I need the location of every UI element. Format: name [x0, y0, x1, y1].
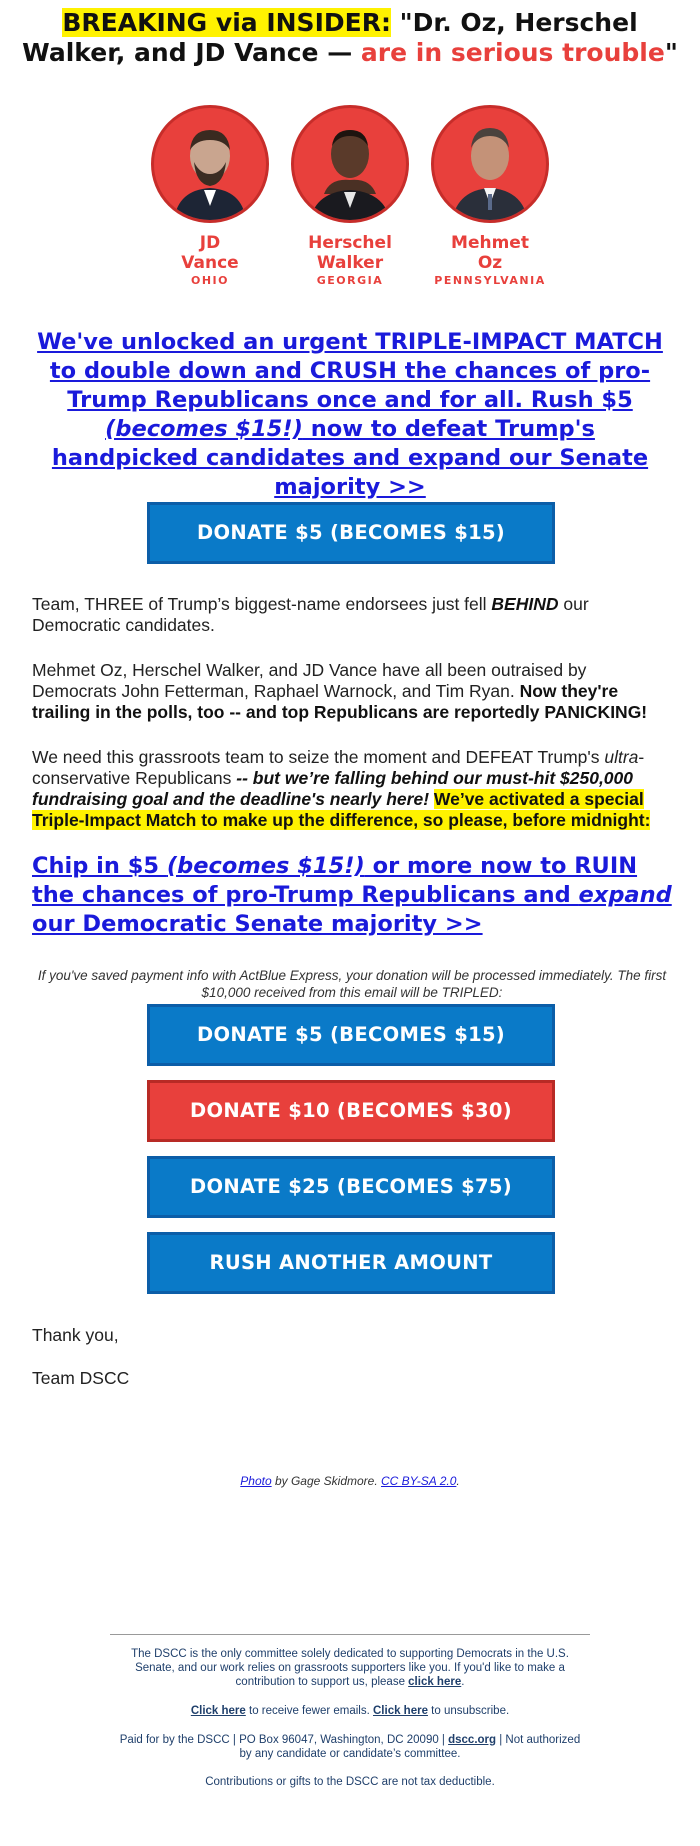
- footer-about: [115, 1647, 585, 1689]
- link-text-end: now to defeat Trump's handpicked candidates and expand our Senate majority >>: [51, 416, 649, 500]
- para-text: We need this grassroots team to seize the moment and DEFEAT Trump's: [32, 747, 605, 767]
- chip-text-mid: or more now to RUIN the chances of pro-Trump Republicans and: [32, 853, 638, 908]
- para-text-mid: -conservative Republicans: [32, 747, 645, 788]
- candidate-first-name: JD: [199, 233, 221, 253]
- license-link[interactable]: CC BY-SA 2.0: [381, 1474, 457, 1488]
- candidate-oz: [425, 105, 555, 287]
- signoff-team: Team DSCC: [32, 1368, 130, 1388]
- candidate-state: PENNSYLVANIA: [434, 274, 546, 287]
- actblue-express-note: If you've saved payment info with ActBlue Express, your donation will be processed immediately. The first $10,000 received from this email will be TRIPLED:: [37, 968, 667, 1000]
- chip-text: Chip in $5: [32, 853, 167, 879]
- link-becomes: (becomes $15!): [105, 416, 303, 442]
- para-text-end: our Democratic candidates.: [32, 594, 589, 635]
- candidate-last-name: Oz: [477, 253, 503, 273]
- paragraph-outraised: [32, 660, 672, 723]
- para-bold: Now they're trailing in the polls, too -- and top Republicans are reportedly PANICKING!: [32, 681, 648, 722]
- triple-match-link[interactable]: [30, 328, 670, 502]
- signoff-thanks: Thank you,: [32, 1325, 119, 1345]
- donate-5-button[interactable]: DONATE $5 (BECOMES $15): [147, 1004, 555, 1066]
- para-ultra: ultra: [604, 747, 639, 767]
- candidate-first-name: Herschel: [308, 233, 392, 253]
- para-bold-italic: -- but we’re falling behind our must-hit $250,000 fundraising goal and the deadline's nearly here!: [32, 768, 634, 809]
- rush-another-amount-button[interactable]: RUSH ANOTHER AMOUNT: [147, 1232, 555, 1294]
- dscc-site-link[interactable]: dscc.org: [448, 1734, 497, 1746]
- candidate-state: OHIO: [190, 274, 229, 287]
- portrait-vance-icon: [151, 105, 269, 223]
- candidate-vance: [145, 105, 275, 287]
- headline-trouble: are in serious trouble: [360, 38, 665, 67]
- footer-divider: [110, 1634, 590, 1635]
- headline-quote: "Dr. Oz, Herschel Walker, and JD Vance —: [22, 8, 638, 67]
- credit-author: by Gage Skidmore.: [271, 1474, 382, 1488]
- footer-about-end: .: [461, 1676, 465, 1688]
- fewer-emails-text: to receive fewer emails.: [245, 1705, 373, 1717]
- photo-link[interactable]: Photo: [240, 1474, 272, 1488]
- chip-in-link[interactable]: [32, 852, 672, 939]
- candidate-last-name: Walker: [316, 253, 384, 273]
- paragraph-grassroots: [32, 747, 672, 831]
- chip-expand: expand: [578, 882, 672, 908]
- candidate-last-name: Vance: [181, 253, 239, 273]
- portrait-walker-icon: [291, 105, 409, 223]
- para-text: Team, THREE of Trump’s biggest-name endorsees just fell: [32, 594, 492, 614]
- headline-breaking: BREAKING via INSIDER:: [62, 8, 391, 37]
- candidate-walker: [285, 105, 415, 287]
- donate-25-button[interactable]: DONATE $25 (BECOMES $75): [147, 1156, 555, 1218]
- chip-text-end: our Democratic Senate majority >>: [32, 911, 483, 937]
- para-text: Mehmet Oz, Herschel Walker, and JD Vance have all been outraised by Democrats John Fetterman, Raphael Warnock, and Tim Ryan.: [32, 660, 587, 701]
- paid-for-end: | Not authorized by any candidate or candidate’s committee.: [239, 1734, 581, 1760]
- footer-paid-for: [115, 1733, 585, 1761]
- paragraph-endorsees: [32, 594, 672, 636]
- candidate-first-name: Mehmet: [451, 233, 529, 253]
- fewer-emails-link[interactable]: Click here: [190, 1705, 246, 1717]
- headline-close-quote: ": [664, 38, 678, 67]
- unsubscribe-text: to unsubscribe.: [427, 1705, 510, 1717]
- paid-for-text: Paid for by the DSCC | PO Box 96047, Washington, DC 20090 |: [119, 1734, 449, 1746]
- candidate-state: GEORGIA: [316, 274, 384, 287]
- para-behind: BEHIND: [491, 594, 559, 614]
- credit-end: .: [456, 1474, 460, 1488]
- portrait-oz-icon: [431, 105, 549, 223]
- link-text: We've unlocked an urgent TRIPLE-IMPACT MATCH to double down and CRUSH the chances of pro-Trump Republicans once and for all. Rush $5: [37, 329, 663, 413]
- candidate-portraits: [145, 105, 565, 295]
- footer-tax-note: Contributions or gifts to the DSCC are not tax deductible.: [205, 1776, 495, 1788]
- donate-5-button-top[interactable]: DONATE $5 (BECOMES $15): [147, 502, 555, 564]
- donate-10-button[interactable]: DONATE $10 (BECOMES $30): [147, 1080, 555, 1142]
- chip-becomes: (becomes $15!): [166, 853, 365, 879]
- unsubscribe-link[interactable]: Click here: [373, 1705, 428, 1717]
- footer-email-prefs: [115, 1704, 585, 1718]
- photo-credit: [0, 1474, 700, 1488]
- headline: [20, 8, 680, 68]
- contribute-link[interactable]: click here: [408, 1676, 462, 1688]
- para-highlight: We’ve activated a special Triple-Impact Match to make up the difference, so please, before midnight:: [32, 789, 651, 830]
- footer-about-text: The DSCC is the only committee solely dedicated to supporting Democrats in the U.S. Senate, and our work relies on grassroots supporters like you. If you'd like to make a contribution to support us, please: [131, 1648, 569, 1688]
